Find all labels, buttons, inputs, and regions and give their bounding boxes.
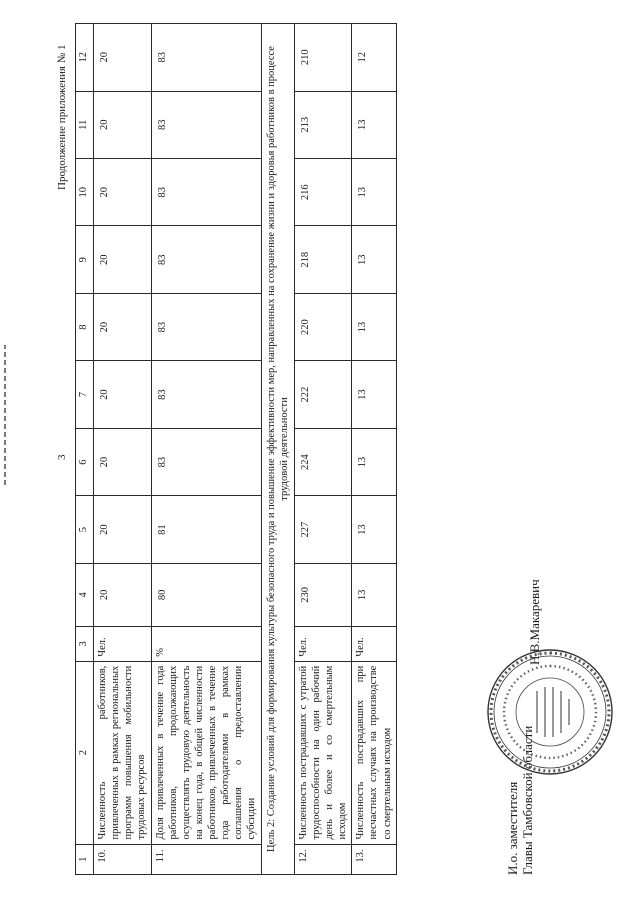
value-cell: 83 xyxy=(151,158,261,225)
indicator-description: Численность пострадавших с утратой трудоспособности на один рабочий день и более и со смертельным исходом xyxy=(294,661,352,844)
column-number-cell: 6 xyxy=(76,428,94,495)
unit-cell: % xyxy=(151,626,261,661)
row-number: 13. xyxy=(352,844,396,874)
unit-cell: Чел. xyxy=(94,626,152,661)
signatory-title-line: Главы Тамбовской области xyxy=(520,725,535,875)
unit-cell: Чел. xyxy=(352,626,396,661)
table-row xyxy=(352,24,396,875)
value-cell: 13 xyxy=(352,428,396,495)
value-cell: 13 xyxy=(352,496,396,563)
value-cell: 218 xyxy=(294,226,352,293)
value-cell: 83 xyxy=(151,226,261,293)
value-cell: 213 xyxy=(294,91,352,158)
column-number-cell: 10 xyxy=(76,158,94,225)
column-number-row xyxy=(76,24,94,875)
official-stamp-icon xyxy=(485,647,615,777)
value-cell: 20 xyxy=(94,91,152,158)
value-cell: 13 xyxy=(352,226,396,293)
indicator-description: Доля привлеченных в течение года работников, продолжающих осуществлять трудовую деятельность на конец года, в общей численности работников, привлеченных в течение года работодателями в рамках соглашения о предоставлении субсидии xyxy=(151,661,261,844)
value-cell: 83 xyxy=(151,24,261,92)
column-number-cell: 7 xyxy=(76,361,94,428)
column-number-cell: 9 xyxy=(76,226,94,293)
value-cell: 216 xyxy=(294,158,352,225)
value-cell: 227 xyxy=(294,496,352,563)
page-number: 3 xyxy=(56,454,68,460)
value-cell: 13 xyxy=(352,361,396,428)
value-cell: 83 xyxy=(151,293,261,360)
value-cell: 220 xyxy=(294,293,352,360)
column-number-cell: 3 xyxy=(76,626,94,661)
appendix-reference: Продолжение приложения № 1 xyxy=(56,44,68,190)
column-number-cell: 4 xyxy=(76,563,94,626)
value-cell: 81 xyxy=(151,496,261,563)
value-cell: 83 xyxy=(151,428,261,495)
column-number-cell: 12 xyxy=(76,24,94,92)
column-number-cell: 11 xyxy=(76,91,94,158)
value-cell: 12 xyxy=(352,24,396,92)
value-cell: 13 xyxy=(352,91,396,158)
value-cell: 20 xyxy=(94,563,152,626)
indicators-table xyxy=(75,23,397,875)
column-number-cell: 1 xyxy=(76,844,94,874)
value-cell: 20 xyxy=(94,158,152,225)
table-row xyxy=(294,24,352,875)
value-cell: 224 xyxy=(294,428,352,495)
row-number: 11. xyxy=(151,844,261,874)
value-cell: 20 xyxy=(94,496,152,563)
value-cell: 80 xyxy=(151,563,261,626)
value-cell: 210 xyxy=(294,24,352,92)
indicator-description: Численность пострадавших при несчастных случаях на производстве со смертельным исходом xyxy=(352,661,396,844)
scan-artifact-line xyxy=(4,345,6,485)
value-cell: 20 xyxy=(94,428,152,495)
value-cell: 20 xyxy=(94,293,152,360)
table-row xyxy=(94,24,152,875)
row-number: 12. xyxy=(294,844,352,874)
indicator-description: Численность работников, привлеченных в рамках региональных программ повышения мобильности трудовых ресурсов xyxy=(94,661,152,844)
signatory-title-line: И.о. заместителя xyxy=(505,781,520,875)
row-number: 10. xyxy=(94,844,152,874)
value-cell: 13 xyxy=(352,293,396,360)
signatory-name: Н.В.Макаревич xyxy=(527,579,542,665)
value-cell: 20 xyxy=(94,226,152,293)
column-number-cell: 5 xyxy=(76,496,94,563)
column-number-cell: 8 xyxy=(76,293,94,360)
value-cell: 222 xyxy=(294,361,352,428)
goal-row xyxy=(261,24,294,875)
value-cell: 83 xyxy=(151,361,261,428)
value-cell: 20 xyxy=(94,24,152,92)
value-cell: 230 xyxy=(294,563,352,626)
value-cell: 13 xyxy=(352,158,396,225)
table-row xyxy=(151,24,261,875)
goal-title: Цель 2: Создание условий для формирования культуры безопасного труда и повышение эффективности мер, направленных на сохранение жизни и здоровья работников в процессе трудовой деятельности xyxy=(261,24,294,875)
column-number-cell: 2 xyxy=(76,661,94,844)
unit-cell: Чел. xyxy=(294,626,352,661)
value-cell: 13 xyxy=(352,563,396,626)
value-cell: 83 xyxy=(151,91,261,158)
value-cell: 20 xyxy=(94,361,152,428)
